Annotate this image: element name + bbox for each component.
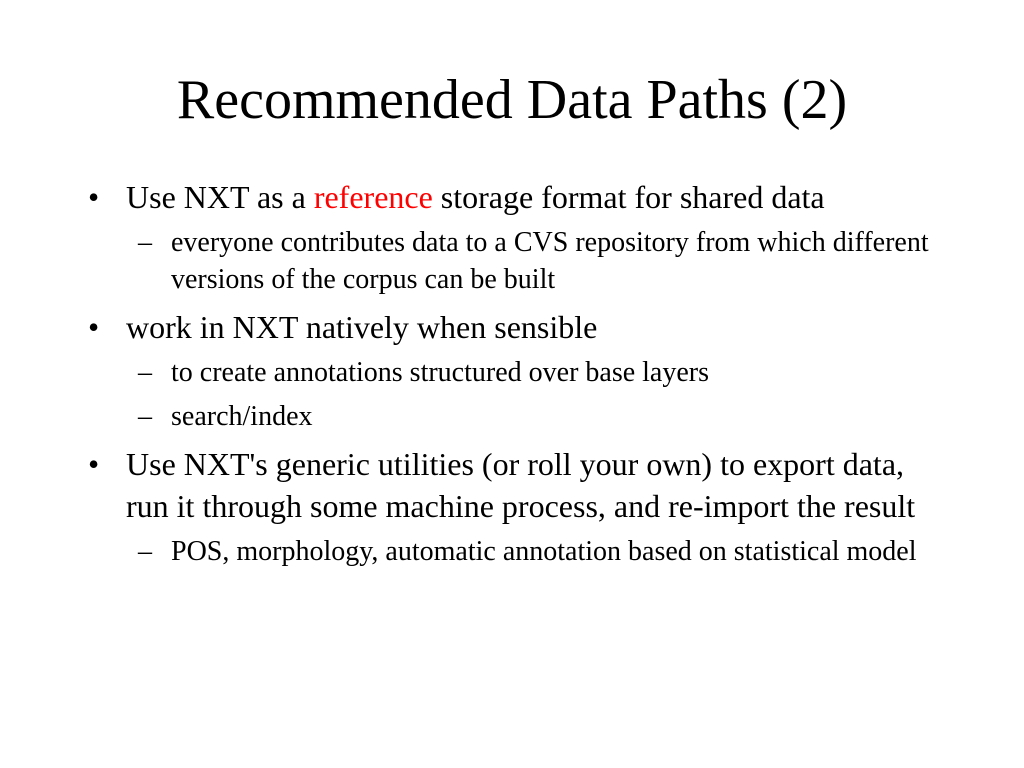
highlight-reference: reference: [313, 179, 433, 215]
dash-glyph: –: [138, 536, 152, 567]
sub-item-text: to create annotations structured over base layers: [171, 357, 710, 388]
sub-list-3: [126, 533, 944, 570]
dash-glyph: –: [138, 401, 152, 432]
bullet-3-text: Use NXT's generic utilities (or roll your own) to export data, run it through some machine process, and re-import the result: [126, 446, 916, 524]
sub-item-3-1: [126, 533, 944, 570]
bullet-glyph: •: [88, 309, 100, 345]
bullet-1-text-before: Use NXT as a: [126, 179, 314, 215]
sub-list-2: [126, 354, 944, 435]
sub-item-text: search/index: [171, 401, 313, 432]
sub-item-1-1: [126, 224, 944, 298]
bullet-2-text: work in NXT natively when sensible: [126, 309, 598, 345]
sub-item-2-2: [126, 398, 944, 435]
bullet-item-1: [84, 176, 944, 298]
bullet-item-3: [84, 443, 944, 570]
sub-item-text: POS, morphology, automatic annotation based on statistical model: [171, 536, 917, 567]
dash-glyph: –: [138, 357, 152, 388]
bullet-glyph: •: [88, 446, 100, 482]
slide-title: Recommended Data Paths (2): [176, 69, 848, 131]
bullet-glyph: •: [88, 179, 100, 215]
dash-glyph: –: [138, 227, 152, 258]
bullet-1-text-after: storage format for shared data: [432, 179, 825, 215]
sub-item-2-1: [126, 354, 944, 391]
sub-list-1: [126, 224, 944, 298]
bullet-item-2: [84, 306, 944, 435]
sub-item-text: everyone contributes data to a CVS repository from which different versions of the corpus can be built: [171, 227, 929, 295]
bullet-list: [84, 176, 944, 578]
